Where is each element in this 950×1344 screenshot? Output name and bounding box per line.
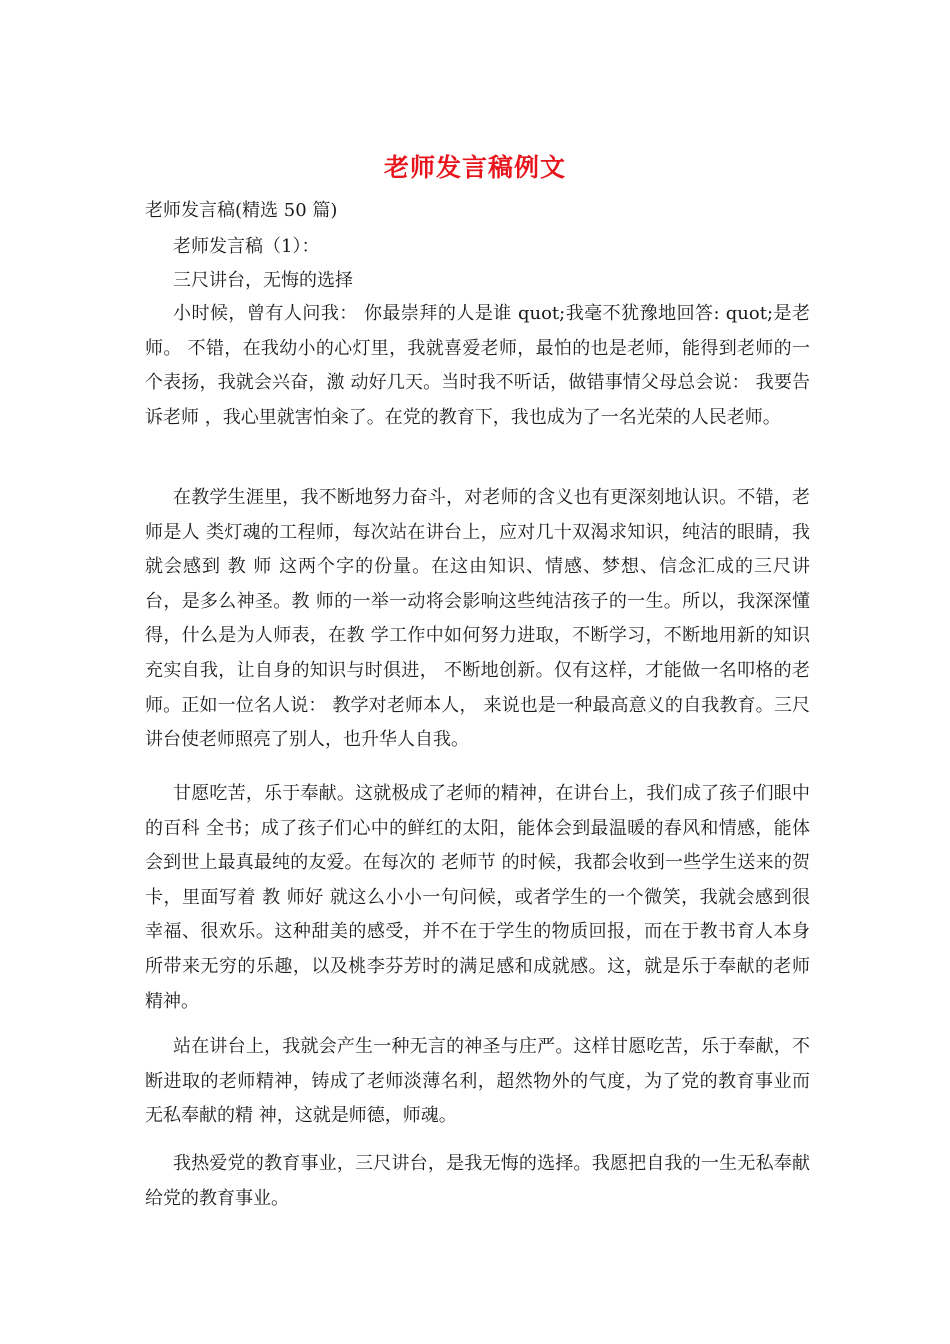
paragraph: 小时候，曾有人问我： 你最崇拜的人是谁 quot;我毫不犹豫地回答: quot;是老师。 不错，在我幼小的心灯里，我就喜爱老师，最怕的也是老师，能得到老师的一个表扬，我就会兴奋，激 动好几天。当时我不听话，做错事情父母总会说： 我要告诉老师 ，我心里就害怕籴了。在党的教育下，我也成为了一名光荣的人民老师。 [145,303,810,428]
document-title: 老师发言稿例文 [383,153,566,182]
paragraph: 站在讲台上，我就会产生一种无言的神圣与庄严。这样甘愿吃苦，乐于奉献，不断进取的老师精神，铸成了老师淡薄名利，超然物外的气度，为了党的教育事业而无私奉献的精 神，这就是师德，师魂。 [145,1036,810,1127]
section-heading: 老师发言稿（1）： [173,236,320,257]
paragraph: 甘愿吃苦，乐于奉献。这就极成了老师的精神，在讲台上，我们成了孩子们眼中的百科 全书；成了孩子们心中的鲜红的太阳，能体会到最温暖的春风和情感，能体会到世上最真最纯的友爱。在每次的 老师节 的时候，我都会收到一些学生送来的贺卡，里面写着 教 师好 就这么小小一句问候，或者学生的一个微笑，我就会感到很幸福、很欢乐。这种甜美的感受，并不在于学生的物质回报，而在于教书育人本身所带来无穷的乐趣，以及桃李芬芳时的满足感和成就感。这，就是乐于奉献的老师精神。 [145,783,810,1012]
paragraph: 在教学生涯里，我不断地努力奋斗，对老师的含义也有更深刻地认识。不错，老师是人 类灯魂的工程师，每次站在讲台上，应对几十双渴求知识，纯洁的眼睛，我就会感到 教 师 这两个字的份量。在这由知识、情感、梦想、信念汇成的三尺讲台，是多么神圣。教 师的一举一动将会影响这些纯洁孩子的一生。所以，我深深懂得，什么是为人师表，在教 学工作中如何努力进取，不断学习，不断地用新的知识充实自我，让自身的知识与时俱进， 不断地创新。仅有这样，才能做一名叩格的老师。正如一位名人说： 教学对老师本人， 来说也是一种最高意义的自我教育。三尺讲台使老师照亮了别人，也升华人自我。 [145,487,810,751]
speech-title: 三尺讲台，无悔的选择 [173,270,353,291]
paragraph: 我热爱党的教育事业，三尺讲台，是我无悔的选择。我愿把自我的一生无私奉献给党的教育事业。 [145,1153,810,1209]
document-subtitle: 老师发言稿(精选 50 篇) [145,200,338,221]
